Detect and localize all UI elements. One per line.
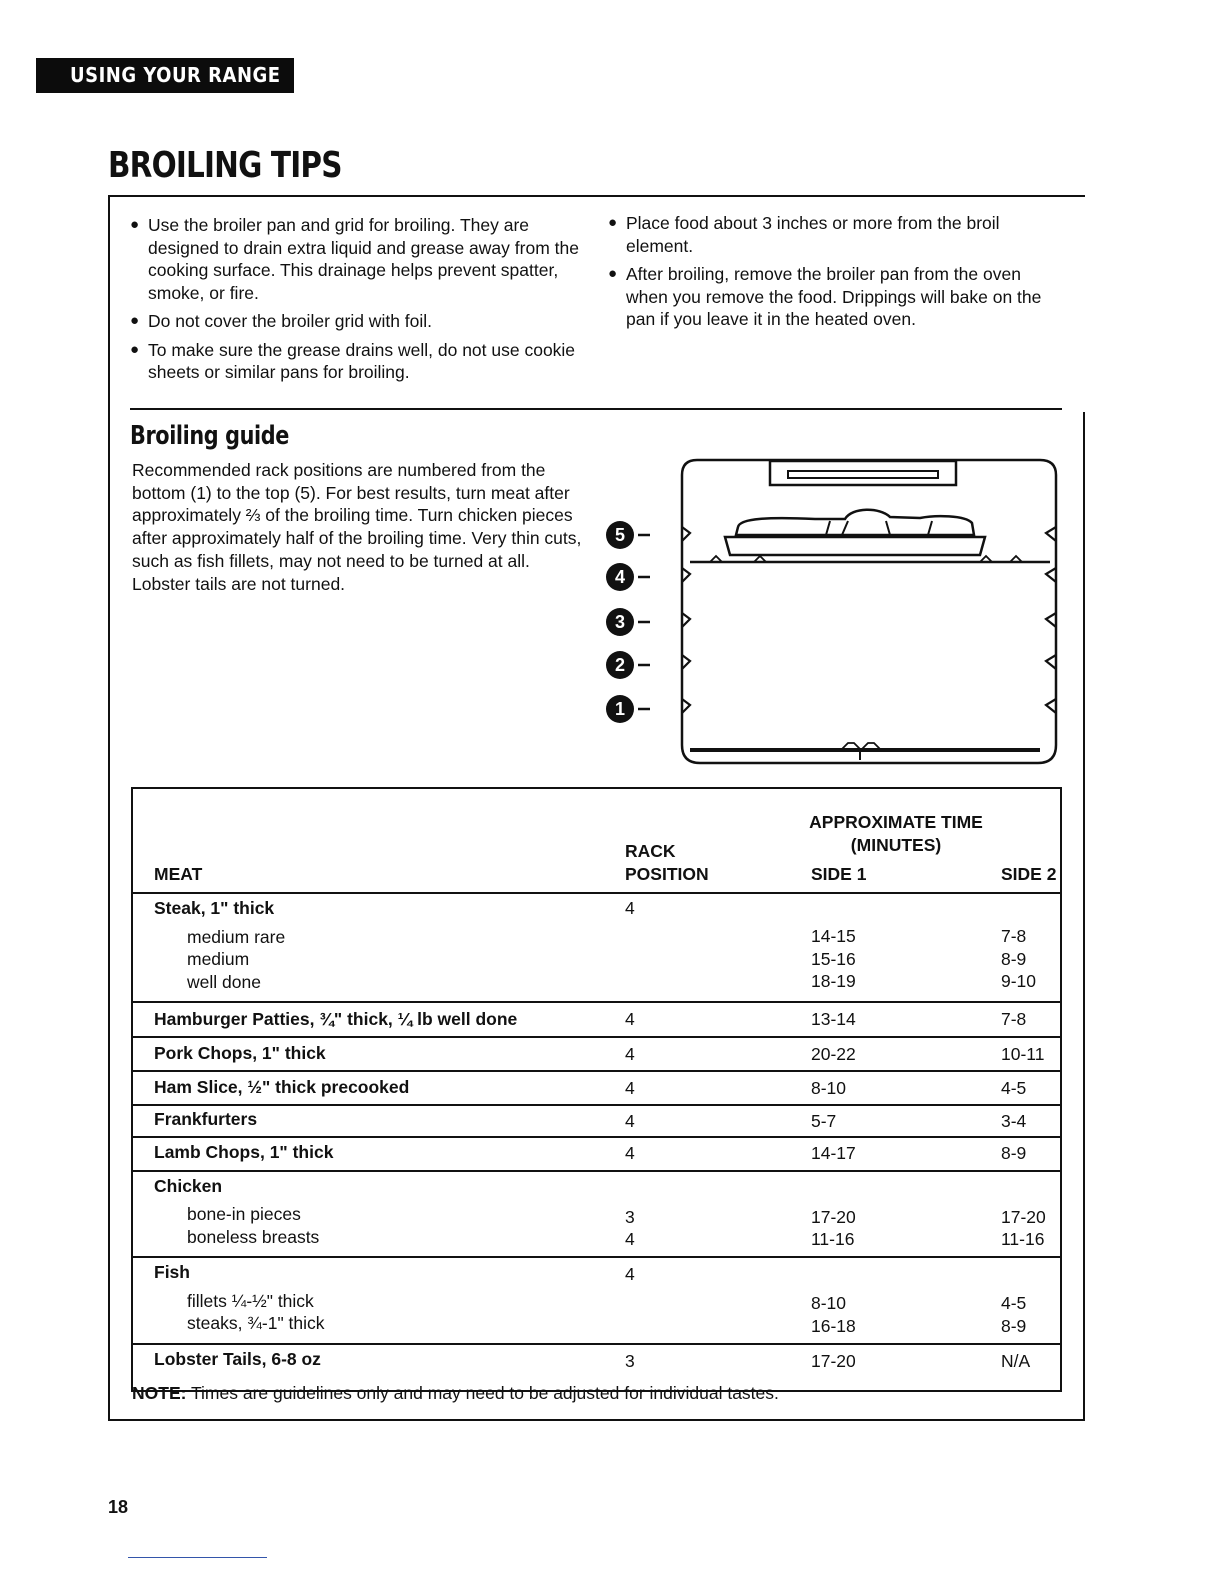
svg-text:1: 1 (614, 699, 626, 719)
table-row-chicken: Chicken bone-in pieces boneless breasts 3 4 17-20 11-16 17-20 11-16 (132, 1171, 1061, 1258)
tips-list-left (130, 214, 585, 390)
page-number: 18 (108, 1497, 129, 1517)
tip-item: ● To make sure the grease drains well, do not use cookie sheets or similar pans for broiling. (130, 339, 576, 382)
footer-link-line (128, 1557, 267, 1558)
guide-heading: Broiling guide (130, 421, 289, 451)
svg-text:2: 2 (614, 655, 626, 675)
tip-item: ● After broiling, remove the broiler pan from the oven when you remove the food. Drippings will bake on the pan if you leave it in the heated oven. (608, 264, 1042, 329)
meat-name: Steak, 1" thick (154, 898, 275, 918)
rack-position-4-icon (606, 563, 650, 591)
table-header-row (132, 788, 1061, 893)
header-rack-position: RACK POSITION (625, 841, 709, 884)
header-meat: MEAT (154, 864, 203, 884)
header-side2: SIDE 2 (1001, 863, 1057, 884)
bullet-icon: ● (130, 312, 140, 329)
tip-item: ● Place food about 3 inches or more from the broil element. (608, 213, 1000, 256)
tip-item: ● Use the broiler pan and grid for broiling. They are designed to drain extra liquid and grease away from the cooking surface. This drainage helps prevent spatter, smoke, or fire. (130, 215, 579, 303)
broiling-guide-table (131, 787, 1062, 1392)
broil-element-icon (770, 461, 956, 485)
table-row-frankfurters: Frankfurters 4 5-7 3-4 (132, 1105, 1061, 1138)
rack-supports-right (1046, 527, 1056, 713)
bullet-icon: ● (608, 214, 618, 231)
meat-sub: medium (187, 949, 250, 969)
header-side1: SIDE 1 (811, 863, 867, 884)
tips-list-right (608, 212, 1063, 337)
rack-value: 4 (625, 898, 635, 918)
table-row-fish: Fish fillets ¼-½" thick steaks, ¾-1" thick 4 8-10 16-18 4-5 8-9 (132, 1257, 1061, 1344)
bake-element-icon (690, 743, 1040, 760)
broiler-pan-icon (725, 510, 985, 555)
bullet-icon: ● (130, 216, 140, 233)
meat-sub: medium rare (187, 926, 286, 947)
bullet-icon: ● (608, 265, 618, 282)
section-divider (130, 408, 1062, 410)
table-row-steak: Steak, 1" thick medium rare medium well done 4 14-15 15-16 18-19 7-8 8-9 9-10 (132, 893, 1061, 1002)
guide-text: Recommended rack positions are numbered from the bottom (1) to the top (5). For best results, turn meat after approximately ⅔ of the broiling time. Turn chicken pieces after approximately half of the broiling time. Very thin cuts, such as fish fillets, may not need to be turned at all. Lobster tails are not turned. (132, 460, 582, 594)
header-approximate-time: APPROXIMATE TIME (MINUTES) (809, 811, 983, 855)
oven-rack-diagram (590, 455, 1065, 773)
table-row-lamb-chops: Lamb Chops, 1" thick 4 14-17 8-9 (132, 1137, 1061, 1171)
table-note: NOTE: Times are guidelines only and may need to be adjusted for individual tastes. (132, 1383, 779, 1403)
svg-text:3: 3 (614, 612, 626, 632)
tip-item: ● Do not cover the broiler grid with foil. (130, 311, 433, 331)
table-row-lobster-tails: Lobster Tails, 6-8 oz 3 17-20 N/A (132, 1344, 1061, 1392)
rack-position-2-icon (606, 651, 650, 679)
rack-position-5-icon (606, 521, 650, 549)
rack-position-1-icon (606, 695, 650, 723)
table-row-pork-chops: Pork Chops, 1" thick 4 20-22 10-11 (132, 1037, 1061, 1072)
table-row-ham-slice: Ham Slice, ½" thick precooked 4 8-10 4-5 (132, 1071, 1061, 1105)
svg-text:5: 5 (614, 525, 626, 545)
section-banner: USING YOUR RANGE (36, 58, 294, 93)
table-row-hamburger: Hamburger Patties, ¾" thick, ¼ lb well done 4 13-14 7-8 (132, 1002, 1061, 1037)
oven-cavity-outline (682, 460, 1056, 763)
svg-text:4: 4 (614, 567, 626, 587)
rack-position-3-icon (606, 608, 650, 636)
bullet-icon: ● (130, 340, 140, 358)
page-title: BROILING TIPS (108, 145, 342, 186)
meat-sub: well done (187, 971, 261, 992)
